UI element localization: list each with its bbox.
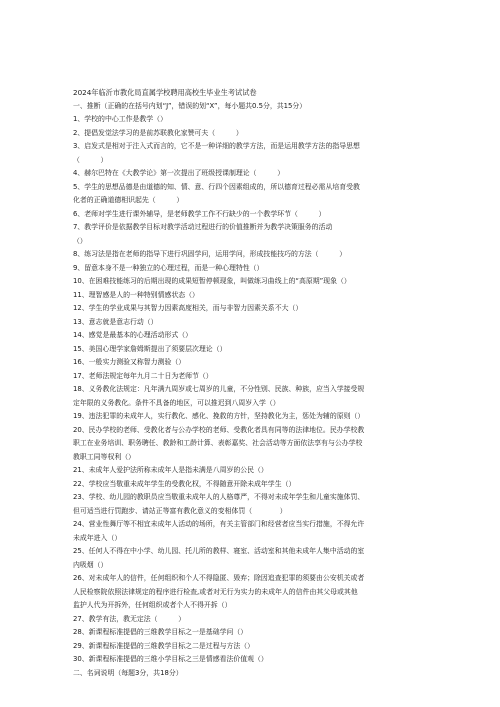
question-line: 20、民办学校的老师、受教化者与公办学校的老师、受教化者具有同等的法律地位。民办学校教 — [73, 425, 365, 434]
question-line: 24、营业性舞厅等不相宜未成年人活动的场所，有关主管部门和经营者应当实行措施，不得允许 — [73, 520, 365, 528]
question-line: 10、在困难技能练习的后期出现的成果短暂停顿现象，叫做练习曲线上的“高原期”现象（） — [73, 277, 351, 285]
question-line: 定年限的义务教化。条件不具备的地区，可以推迟到八周岁入学（） — [73, 398, 280, 407]
question-line: 17、老师法规定每年九月二十日为老师节（） — [73, 371, 213, 380]
question-line: 21、未成年人爱护法所称未成年人是指未满是八周岁的公民（） — [73, 466, 268, 474]
section-header-terms: 二、名词说明（每题3分，共18分） — [73, 668, 183, 677]
exam-title: 2024年临沂市教化局直属学校聘用高校生毕业生考试试卷 — [73, 88, 257, 97]
question-list — [73, 113, 458, 667]
question-line: 14、感觉是最基本的心理活动形式（） — [73, 331, 193, 339]
question-line: 但可适当进行罚跑步、请站正等富有教化意义的变相体罚（ ） — [73, 506, 287, 515]
question-line: 19、违法犯罪的未成年人，实行教化、感化、挽救的方针，坚持教化为主，惩处为辅的原则（） — [73, 412, 365, 420]
question-line: 5、学生的思想品德是由道德的知、情、意、行四个因素组成的，所以德育过程必需从培育受教 — [73, 182, 360, 191]
question-line: 22、学校应当敬重未成年学生的受教化权，不得随意开除未成年学生（） — [73, 479, 296, 488]
question-line: 13、意志就是意志行动（） — [73, 317, 158, 326]
question-line: 11、理智感是人的一种特别情感状态（） — [73, 290, 199, 299]
question-line: 16、一般实力测验又称智力测验（） — [73, 358, 186, 366]
question-line: 28、新课程标准提倡的三维教学目标之一是基础学问（） — [73, 628, 248, 636]
section-header-judgement: 一、推断（正确的在括号内划“J”，错误的划“X”，每小题共0.5分，共15分） — [73, 101, 307, 110]
question-line: 职工在业务培训、职务聘任、教龄和工龄计算、表彰嘉奖、社会活动等方面依法享有与公办学校 — [73, 439, 363, 447]
question-line: 监护人代为开拆外，任何组织或者个人不得开拆（） — [73, 601, 232, 609]
question-line: 1、学校的中心工作是教学（） — [73, 115, 167, 123]
question-line: 教职工同等权利（） — [73, 452, 136, 461]
question-line: 2、提倡发觉法学习的是前苏联教化家赞可夫（ ） — [73, 128, 243, 137]
question-line: 29、新课程标准提倡的三维教学目标之二是过程与方法（） — [73, 641, 255, 650]
question-line: 27、教学有法，教无定法（ ） — [73, 614, 186, 623]
question-line: 3、启发式是相对于注入式而言的，它不是一种详细的教学方法，而是运用教学方法的指导思想 — [73, 142, 360, 150]
question-line: 6、老师对学生进行课外辅导，是老师教学工作不行缺少的一个教学环节（ ） — [73, 209, 326, 218]
question-line: 9、留意本身不是一种独立的心理过程，而是一种心理特性（） — [73, 263, 264, 272]
question-line: 化者的正确道德相识起先（ ） — [73, 196, 184, 204]
question-line: 4、赫尔巴特在《大教学论》第一次提出了班级授课制理论（ ） — [73, 169, 285, 177]
question-line: 15、美国心理学家詹姆斯提出了须要层次理论（） — [73, 344, 227, 353]
question-line: 人民检察院依照法律规定的程序进行检查,或者对无行为实力的未成年人的信件由其父母或其他 — [73, 587, 358, 596]
question-line: （） — [73, 236, 87, 245]
question-line: 30、新课程标准提倡的三维小学目标之三是情感看法价值观（） — [73, 655, 268, 663]
question-line: 25、任何人不得在中小学、幼儿园、托儿所的教样、寝室、活动室和其他未成年人集中活动的室 — [73, 547, 365, 555]
question-line: （ ） — [73, 155, 108, 164]
question-line: 内吸烟（） — [73, 560, 108, 569]
question-line: 未成年进入（） — [73, 533, 122, 542]
question-line: 8、练习法是指在老师的指导下进行巩固学问，运用学问，形成技能技巧的方法（ ） — [73, 250, 347, 258]
question-line: 18、义务教化法规定：凡年满九周岁或七周岁的儿童，不分性别、民族、种族，应当入学接受规 — [73, 385, 365, 393]
question-line: 23、学校、幼儿园的教职员应当敬重未成年人的人格尊严，不得对未成年学生和儿童实施体罚、 — [73, 493, 365, 501]
question-line: 26、对未成年人的信件，任何组织和个人不得隐匿、毁弃；除因追查犯罪的须要由公安机关或者 — [73, 574, 365, 582]
question-line: 12、学生的学业成果与其智力因素高度相关，而与非智力因素关系不大（） — [73, 304, 303, 312]
question-line: 7、教学评价是依据教学目标对教学活动过程进行的价值推断并为教学决策服务的活动 — [73, 223, 333, 231]
